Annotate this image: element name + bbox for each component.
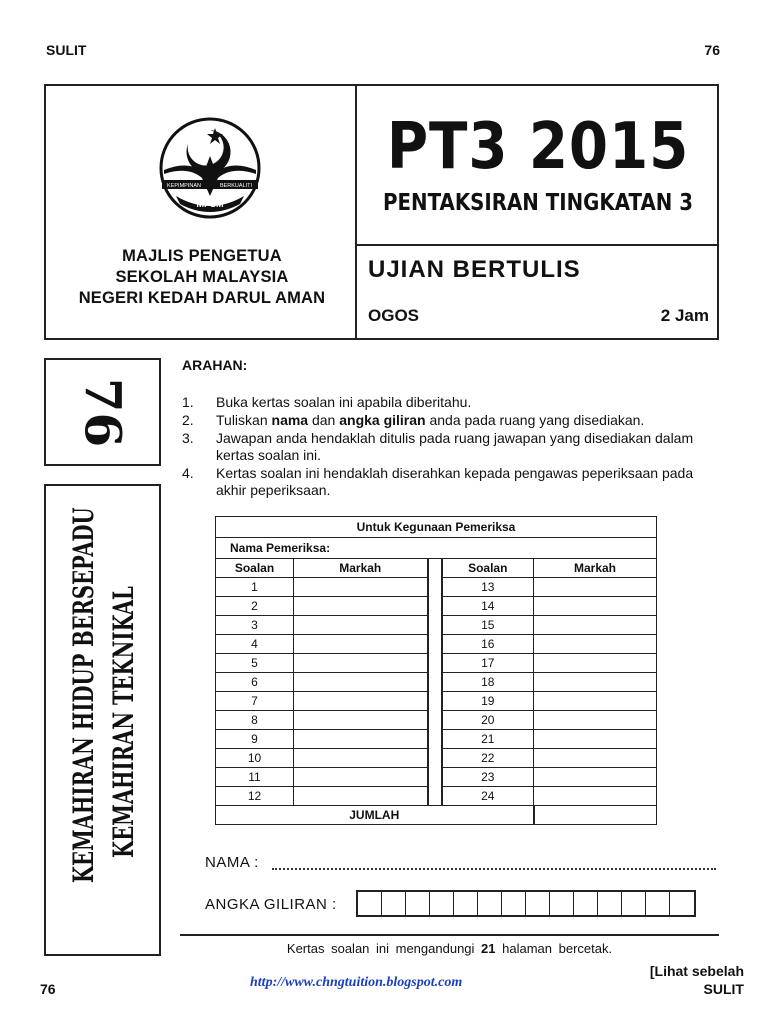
header-sulit: SULIT: [46, 42, 87, 58]
item-text: Buka kertas soalan ini apabila diberitahu.: [216, 394, 472, 410]
marks-cell[interactable]: [294, 616, 428, 635]
total-marks-cell[interactable]: [534, 806, 657, 825]
marks-cell[interactable]: [534, 597, 657, 616]
list-item: [182, 394, 722, 411]
index-digit-box[interactable]: [598, 892, 622, 915]
item-text: Kertas soalan ini hendaklah diserahkan kepada pengawas peperiksaan pada akhir peperiksaan.: [216, 465, 694, 498]
table-row: [216, 635, 657, 654]
column-header: Markah: [534, 559, 657, 578]
marks-cell[interactable]: [294, 749, 428, 768]
question-number: 6: [216, 673, 294, 692]
marks-cell[interactable]: [534, 768, 657, 787]
index-digit-box[interactable]: [622, 892, 646, 915]
column-header: Soalan: [216, 559, 294, 578]
name-field[interactable]: [272, 868, 716, 870]
subject-code: 76: [73, 377, 132, 447]
subject-code-box: [44, 358, 161, 466]
footer-page-code: 76: [40, 981, 56, 997]
organization-name: [52, 246, 352, 309]
marks-cell[interactable]: [294, 730, 428, 749]
source-link[interactable]: http://www.chngtuition.blogspot.com: [250, 975, 463, 990]
index-digit-box[interactable]: [358, 892, 382, 915]
question-number: 18: [442, 673, 534, 692]
table-row: [216, 616, 657, 635]
column-gap: [428, 635, 442, 654]
marks-cell[interactable]: [534, 635, 657, 654]
table-row: [216, 730, 657, 749]
marks-cell[interactable]: [534, 654, 657, 673]
cover-header-box: [44, 84, 719, 340]
column-gap: [428, 597, 442, 616]
subject-line: KEMAHIRAN TEKNIKAL: [107, 586, 140, 858]
marks-cell[interactable]: [294, 635, 428, 654]
item-number: 4.: [182, 465, 194, 481]
instructions-title: ARAHAN:: [182, 357, 248, 373]
table-row: [216, 692, 657, 711]
item-text: Jawapan anda hendaklah ditulis pada ruang jawapan yang disediakan dalam kertas soalan ini.: [216, 430, 694, 463]
examiner-name-label: Nama Pemeriksa:: [216, 538, 657, 559]
name-label: NAMA :: [205, 854, 259, 871]
marks-cell[interactable]: [534, 692, 657, 711]
table-row: [216, 787, 657, 806]
question-number: 17: [442, 654, 534, 673]
divider: [180, 934, 719, 936]
org-line: NEGERI KEDAH DARUL AMAN: [78, 289, 326, 307]
column-gap: [428, 559, 442, 578]
column-gap: [428, 692, 442, 711]
table-row: [216, 654, 657, 673]
index-digit-box[interactable]: [454, 892, 478, 915]
table-row: [216, 673, 657, 692]
exam-title: PT3 2015: [386, 110, 690, 184]
question-number: 23: [442, 768, 534, 787]
total-label: JUMLAH: [216, 806, 534, 825]
question-number: 7: [216, 692, 294, 711]
table-row: [216, 578, 657, 597]
question-number: 24: [442, 787, 534, 806]
question-number: 1: [216, 578, 294, 597]
column-gap: [428, 749, 442, 768]
list-item: [182, 465, 722, 499]
question-number: 4: [216, 635, 294, 654]
question-number: 15: [442, 616, 534, 635]
org-line: SEKOLAH MALAYSIA: [115, 268, 289, 286]
question-number: 12: [216, 787, 294, 806]
divider: [356, 244, 717, 246]
text-part: dan: [308, 412, 340, 428]
column-gap: [428, 711, 442, 730]
index-digit-box[interactable]: [406, 892, 430, 915]
marks-cell[interactable]: [534, 787, 657, 806]
table-row: [216, 749, 657, 768]
index-number-label: ANGKA GILIRAN :: [205, 896, 337, 913]
question-number: 2: [216, 597, 294, 616]
marks-cell[interactable]: [534, 578, 657, 597]
marks-cell[interactable]: [294, 597, 428, 616]
exam-month: OGOS: [368, 306, 420, 325]
marks-cell[interactable]: [534, 711, 657, 730]
org-line: MAJLIS PENGETUA: [122, 247, 282, 265]
question-number: 8: [216, 711, 294, 730]
table-title: Untuk Kegunaan Pemeriksa: [216, 517, 657, 538]
logo-band-left: KEPIMPINAN: [167, 183, 201, 189]
table-row: [216, 597, 657, 616]
question-number: 10: [216, 749, 294, 768]
column-gap: [428, 730, 442, 749]
index-digit-box[interactable]: [526, 892, 550, 915]
item-number: 1.: [182, 394, 194, 410]
marks-cell[interactable]: [294, 787, 428, 806]
question-number: 14: [442, 597, 534, 616]
table-row-total: [216, 806, 657, 825]
divider: [355, 86, 357, 338]
header-page-code: 76: [704, 42, 720, 58]
marks-cell[interactable]: [294, 654, 428, 673]
paper-type: UJIAN BERTULIS: [368, 256, 581, 283]
list-item: [182, 412, 722, 429]
column-gap: [428, 654, 442, 673]
question-number: 3: [216, 616, 294, 635]
index-number-field[interactable]: [356, 890, 696, 917]
column-gap: [428, 673, 442, 692]
page-count: 21: [481, 941, 496, 956]
question-number: 5: [216, 654, 294, 673]
text-part: anda pada ruang yang disediakan.: [425, 412, 645, 428]
instructions-list: [182, 394, 722, 500]
marks-cell[interactable]: [534, 673, 657, 692]
marks-cell[interactable]: [294, 578, 428, 597]
question-number: 20: [442, 711, 534, 730]
marks-cell[interactable]: [534, 616, 657, 635]
list-item: [182, 430, 722, 464]
subject-line: KEMAHIRAN HIDUP BERSEPADU: [67, 507, 100, 883]
exam-subtitle: PENTAKSIRAN TINGKATAN 3: [383, 190, 693, 216]
mpsm-logo: [158, 116, 262, 220]
text-bold: nama: [271, 412, 309, 428]
footer-sulit: SULIT: [703, 981, 744, 997]
examiner-table: [215, 516, 657, 825]
index-digit-box[interactable]: [574, 892, 598, 915]
text-part: Tuliskan: [216, 412, 272, 428]
marks-cell[interactable]: [534, 730, 657, 749]
question-number: 9: [216, 730, 294, 749]
page-count-note: [180, 941, 719, 956]
table-row: [216, 768, 657, 787]
index-digit-box[interactable]: [382, 892, 406, 915]
column-gap: [428, 578, 442, 597]
index-digit-box[interactable]: [502, 892, 526, 915]
question-number: 11: [216, 768, 294, 787]
marks-cell[interactable]: [294, 768, 428, 787]
question-number: 22: [442, 749, 534, 768]
column-gap: [428, 768, 442, 787]
column-header: Soalan: [442, 559, 534, 578]
question-number: 16: [442, 635, 534, 654]
turn-over-note: [650, 962, 744, 998]
index-digit-box[interactable]: [550, 892, 574, 915]
subject-name-box: [44, 484, 161, 956]
column-header: Markah: [294, 559, 428, 578]
question-number: 19: [442, 692, 534, 711]
note-text: halaman bercetak.: [502, 941, 613, 956]
item-number: 2.: [182, 412, 194, 428]
marks-cell[interactable]: [534, 749, 657, 768]
column-gap: [428, 787, 442, 806]
item-number: 3.: [182, 430, 194, 446]
table-row: [216, 711, 657, 730]
exam-duration: 2 Jam: [660, 306, 709, 325]
logo-acronym: MPSM: [196, 199, 224, 209]
marks-cell[interactable]: [294, 673, 428, 692]
index-digit-box[interactable]: [646, 892, 670, 915]
index-digit-box[interactable]: [478, 892, 502, 915]
marks-cell[interactable]: [294, 711, 428, 730]
question-number: 13: [442, 578, 534, 597]
question-number: 21: [442, 730, 534, 749]
column-gap: [428, 616, 442, 635]
logo-band-right: BERKUALITI: [219, 183, 253, 189]
marks-cell[interactable]: [294, 692, 428, 711]
item-text: [216, 412, 644, 429]
note-text: Kertas soalan ini mengandungi: [286, 941, 475, 956]
text-bold: angka giliran: [339, 412, 426, 428]
turn-over-line: [Lihat sebelah: [649, 963, 744, 979]
index-digit-box[interactable]: [670, 892, 694, 915]
index-digit-box[interactable]: [430, 892, 454, 915]
